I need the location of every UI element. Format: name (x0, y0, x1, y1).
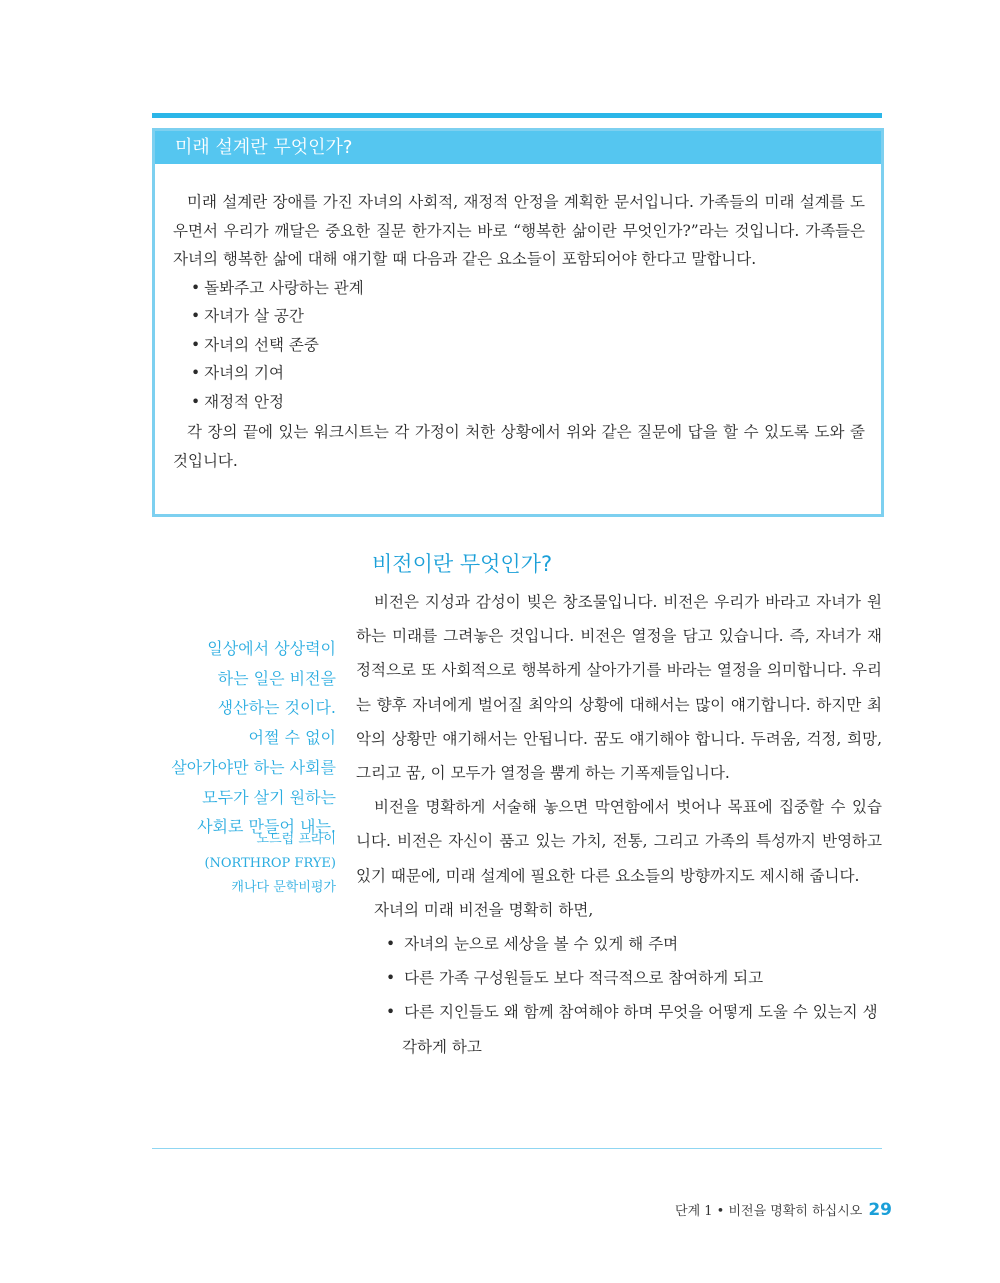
paragraph: 자녀의 미래 비전을 명확히 하면, (374, 900, 594, 919)
box-list (173, 274, 865, 417)
bullet-icon: • (386, 935, 396, 954)
list-item: • 다른 가족 구성원들도 보다 적극적으로 참여하게 되고 (386, 969, 764, 988)
info-box (152, 128, 884, 517)
paragraph: 비전을 명확하게 서술해 놓으면 막연함에서 벗어나 목표에 집중할 수 있습니다. 비전은 자신이 품고 있는 가치, 전통, 그리고 가족의 특성까지 반영하고 있기 때문에, 미래 설계에 필요한 다른 요소들의 방향까지도 제시해 줍니다. (356, 798, 882, 885)
author-name-en: (NORTHROP FRYE) (204, 856, 336, 871)
author-description: 캐나다 문학비평가 (231, 880, 336, 895)
quote-line: 하는 일은 비전을 (217, 668, 336, 688)
quote-line: 어쩔 수 없이 (248, 728, 336, 748)
page-footer (675, 1200, 892, 1220)
bullet-icon: • (191, 364, 201, 383)
section-title: 비전이란 무엇인가? (372, 552, 553, 576)
bullet-icon: • (191, 278, 201, 297)
list-item: • 다른 지인들도 왜 함께 참여해야 하며 무엇을 어떻게 도울 수 있는지 생각하게 하고 (386, 1003, 878, 1056)
top-rule (152, 113, 882, 118)
vision-list (356, 927, 882, 1064)
list-item: • 자녀의 눈으로 세상을 볼 수 있게 해 주며 (386, 935, 679, 954)
box-title: 미래 설계란 무엇인가? (155, 131, 881, 164)
bullet-icon: • (386, 969, 396, 988)
author-name-ko: 노드럽 프라이 (256, 832, 336, 847)
box-outro: 각 장의 끝에 있는 워크시트는 각 가정이 처한 상황에서 위와 같은 질문에 답을 할 수 있도록 도와 줄 것입니다. (173, 423, 865, 470)
quote-line: 살아가야만 하는 사회를 (171, 757, 336, 777)
list-item: • 자녀가 살 공간 (191, 307, 304, 326)
list-item: • 자녀의 선택 존중 (191, 335, 319, 354)
quote-line: 사회로 만들어 내는. (197, 817, 336, 837)
quote-line: 모두가 살기 원하는 (202, 787, 336, 807)
quote-line: 일상에서 상상력이 (207, 639, 336, 658)
bullet-icon: • (191, 307, 201, 326)
bottom-rule (152, 1148, 882, 1149)
paragraph: 비전은 지성과 감성이 빚은 창조물입니다. 비전은 우리가 바라고 자녀가 원하는 미래를 그려놓은 것입니다. 비전은 열정을 담고 있습니다. 즉, 자녀가 재정적으로 또 사회적으로 행복하게 살아가기를 바라는 열정을 의미합니다. 우리는 향후 자녀에게 벌어질 최악의 상황에 대해서는 많이 얘기합니다. 하지만 최악의 상황만 얘기해서는 안됩니다. 꿈도 얘기해야 합니다. 두려움, 걱정, 희망, 그리고 꿈, 이 모두가 열정을 뿜게 하는 기폭제들입니다. (356, 593, 882, 783)
quote-line: 생산하는 것이다. (217, 698, 336, 718)
box-body (155, 164, 881, 475)
page-number: 29 (868, 1200, 892, 1220)
pull-quote (136, 634, 336, 842)
list-item: • 자녀의 기여 (191, 364, 284, 383)
bullet-icon: • (386, 1003, 396, 1022)
bullet-icon: • (191, 335, 201, 354)
chapter-label: 단계 1 • 비전을 명확히 하십시오 (675, 1204, 863, 1219)
bullet-icon: • (191, 392, 201, 411)
quote-attribution (136, 828, 336, 900)
list-item: • 돌봐주고 사랑하는 관계 (191, 278, 364, 297)
box-intro: 미래 설계란 장애를 가진 자녀의 사회적, 재정적 안정을 계획한 문서입니다. 가족들의 미래 설계를 도우면서 우리가 깨달은 중요한 질문 한가지는 바로 “행복한 삶이란 무엇인가?”라는 것입니다. 가족들은 자녀의 행복한 삶에 대해 얘기할 때 다음과 같은 요소들이 포함되어야 한다고 말합니다. (173, 193, 865, 268)
main-text (356, 585, 882, 1064)
list-item: • 재정적 안정 (191, 392, 284, 411)
